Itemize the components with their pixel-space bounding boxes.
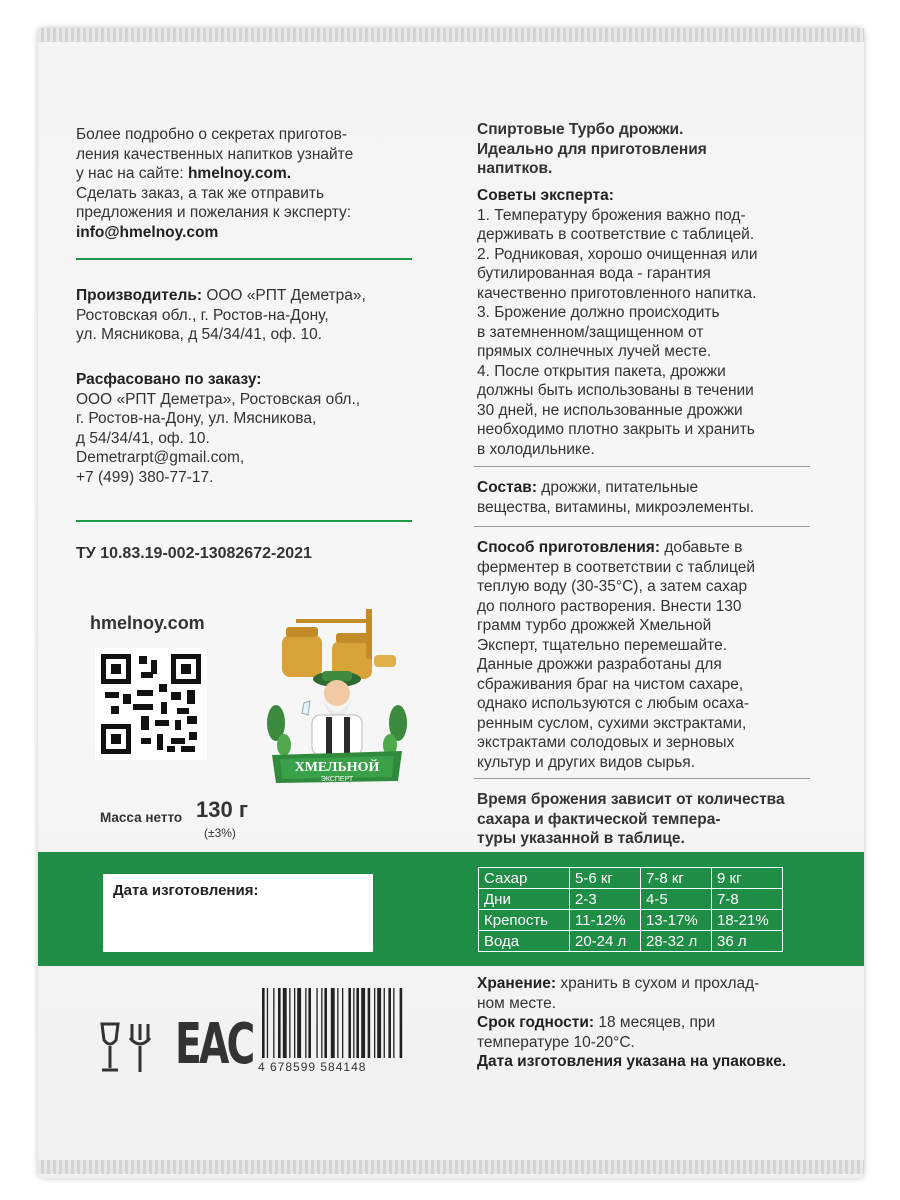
composition-label: Состав: [477,479,537,496]
storage-label: Хранение: [477,975,557,992]
distillery-illustration [282,609,396,679]
logo-subtitle: ЭКСПЕРТ [320,776,354,783]
table-row [479,910,783,931]
packed-text: д 54/34/41, оф. 10. [76,429,210,447]
table-row [479,931,783,952]
barcode-bar [262,988,265,1058]
method-line: ферментер в соответствии с таблицей [477,558,756,576]
table-row [479,889,783,910]
tip-line: 2. Родниковая, хорошо очищенная или [477,245,758,263]
fermentation-time-note [477,790,857,849]
site-link: hmelnoy.com. [187,165,292,182]
producer-text: ул. Мясникова, д 54/34/41, оф. 10. [76,326,323,343]
barcode-bar [273,988,274,1058]
table-row [479,868,783,889]
table-cell: Вода [479,931,570,952]
method-block [477,538,857,772]
barcode-bar [348,988,351,1058]
table-cell: 7-8 [712,889,783,910]
time-line: Время брожения зависит от количества [477,791,785,808]
manufacture-date-box [103,874,373,952]
promo-line [76,164,436,184]
barcode-bar [374,988,375,1058]
email-link: info@hmelnoy.com [76,223,219,241]
producer-block [76,286,436,345]
time-line: туры указанной в таблице. [477,830,685,847]
storage-text: хранить в сухом и прохлад- [556,975,760,992]
barcode-bar [400,988,403,1058]
packed-text: ООО «РПТ Деметра», Ростовская обл., [76,390,361,408]
logo-title: ХМЕЛЬНОЙ [294,760,380,775]
expert-tips [477,186,857,459]
shelf-life-text: температуре 10-20°С. [477,1033,635,1051]
tu-code: ТУ 10.83.19-002-13082672-2021 [76,545,312,562]
mass-label: Масса нетто [100,810,183,825]
promo-text [76,125,436,242]
barcode-bar [388,988,391,1058]
tip-line: в затемненном/защищенном от [477,323,704,341]
barcode-bar [361,988,365,1058]
time-line: сахара и фактической темпера- [477,810,721,828]
barcode-bar [337,988,338,1058]
barcode-bar [278,988,281,1058]
divider [474,526,810,527]
barcode-bar [316,988,317,1058]
method-line: культур и других видов сырья. [477,753,696,771]
table-cell: 28-32 л [641,931,712,952]
producer-text: ООО «РПТ Деметра», [202,287,366,304]
mass-value: 130 г [196,797,248,822]
barcode-bar [353,988,354,1058]
table-cell: Дни [479,889,570,910]
producer-text: Ростовская обл., г. Ростов-на-Дону, [76,306,329,324]
table-cell: 13-17% [641,910,712,931]
product-title [477,120,857,179]
barcode-bar [321,988,322,1058]
eac-mark: ЕАС [175,1012,253,1077]
tip-line: необходимо плотно закрыть и хранить [477,421,755,438]
packed-label: Расфасовано по заказу: [76,371,262,388]
method-label: Способ приготовления: [477,539,661,556]
storage-text: ном месте. [477,994,557,1012]
method-line: экстрактами солодовых и зерновых [477,734,735,751]
method-line: Данные дрожжи разработаны для [477,656,722,673]
title-line: Идеально для приготовления [477,140,707,158]
packed-phone: +7 (499) 380-77-17. [76,468,214,486]
shelf-life-label: Срок годности: [477,1014,595,1031]
tips-title: Советы эксперта: [477,187,614,204]
method-line: Эксперт, тщательно перемешайте. [477,636,727,654]
barcode-bar [283,988,287,1058]
barcode-digits: 4 678599 584148 [258,1060,367,1074]
table-cell: 7-8 кг [641,868,712,889]
composition-text: дрожжи, питательные [536,479,699,496]
package-top-seal [38,28,864,42]
barcode-bar [294,988,295,1058]
divider [474,466,810,467]
packed-email: Demetrarpt@gmail.com, [76,449,245,466]
tip-line: качественно приготовленного напитка. [477,284,757,302]
table-cell: 9 кг [712,868,783,889]
barcode-bar [267,988,268,1058]
promo-line: ления качественных напитков узнайте [76,145,354,163]
brand-logo [262,605,412,805]
table-cell: 18-21% [712,910,783,931]
site-title: hmelnoy.com [90,613,205,633]
table-cell: 20-24 л [570,931,641,952]
qr-finder [101,654,131,684]
method-line: теплую воду (30-35°С), а затем сахар [477,578,748,595]
table-cell: 4-5 [641,889,712,910]
tip-line: 1. Температуру брожения важно под- [477,206,746,224]
date-note: Дата изготовления указана на упаковке. [477,1053,787,1070]
tip-line: держивать в соответствие с таблицей. [477,226,755,243]
tip-line: 30 дней, не использованные дрожжи [477,401,743,419]
composition-text: вещества, витамины, микроэлементы. [477,498,755,516]
table-cell: 5-6 кг [570,868,641,889]
divider [76,258,412,260]
barcode-bar [342,988,343,1058]
qr-finder [171,654,201,684]
mass-tolerance: (±3%) [204,826,236,840]
table-cell: 36 л [712,931,783,952]
tip-line: в холодильнике. [477,440,595,458]
method-text: добавьте в [660,539,743,556]
barcode-bar [331,988,335,1058]
promo-line: Сделать заказ, а так же отправить [76,184,325,202]
divider [474,778,810,779]
barcode-bar [308,988,311,1058]
packed-block [76,370,436,487]
barcode-bar [377,988,381,1058]
barcode-bar [297,988,301,1058]
packed-text: г. Ростов-на-Дону, ул. Мясникова, [76,410,317,427]
storage-block [477,974,857,1072]
barcode-bar [393,988,394,1058]
method-line: грамм турбо дрожжей Хмельной [477,617,712,634]
table-cell: Крепость [479,910,570,931]
method-line: сбраживания браг на чистом сахаре, [477,675,744,693]
tip-line: 3. Брожение должно происходить [477,304,720,321]
promo-line: предложения и пожелания к эксперту: [76,204,352,221]
food-contact-icon [96,1022,160,1074]
expert-figure [302,671,362,755]
tip-line: должны быть использованы в течении [477,382,754,399]
table-cell: Сахар [479,868,570,889]
qr-code[interactable] [95,648,207,760]
barcode-bar [384,988,385,1058]
method-line: ренным суслом, сухими экстрактами, [477,714,747,732]
barcode [258,988,445,1058]
composition-block [477,478,857,517]
tip-line: 4. После открытия пакета, дрожжи [477,362,726,380]
tip-line: прямых солнечных лучей месте. [477,343,712,360]
barcode-bar [356,988,359,1058]
method-line: однако используются с любым осаха- [477,695,749,712]
date-label: Дата изготовления: [113,882,259,899]
table-cell: 2-3 [570,889,641,910]
producer-label: Производитель: [76,287,203,304]
method-line: до полного растворения. Внести 130 [477,597,742,615]
qr-finder [101,724,131,754]
title-line: напитков. [477,160,553,177]
divider [76,520,412,522]
promo-prefix: у нас на сайте: [76,165,188,182]
shelf-life-text: 18 месяцев, при [594,1014,716,1031]
fermentation-table [478,867,783,952]
barcode-bar [289,988,290,1058]
table-cell: 11-12% [570,910,641,931]
title-line: Спиртовые Турбо дрожжи. [477,121,684,138]
barcode-bar [305,988,306,1058]
package-bottom-seal [38,1160,864,1174]
tip-line: бутилированная вода - гарантия [477,265,711,282]
barcode-bar [324,988,327,1058]
barcode-bar [368,988,371,1058]
promo-line: Более подробно о секретах приготов- [76,126,347,143]
